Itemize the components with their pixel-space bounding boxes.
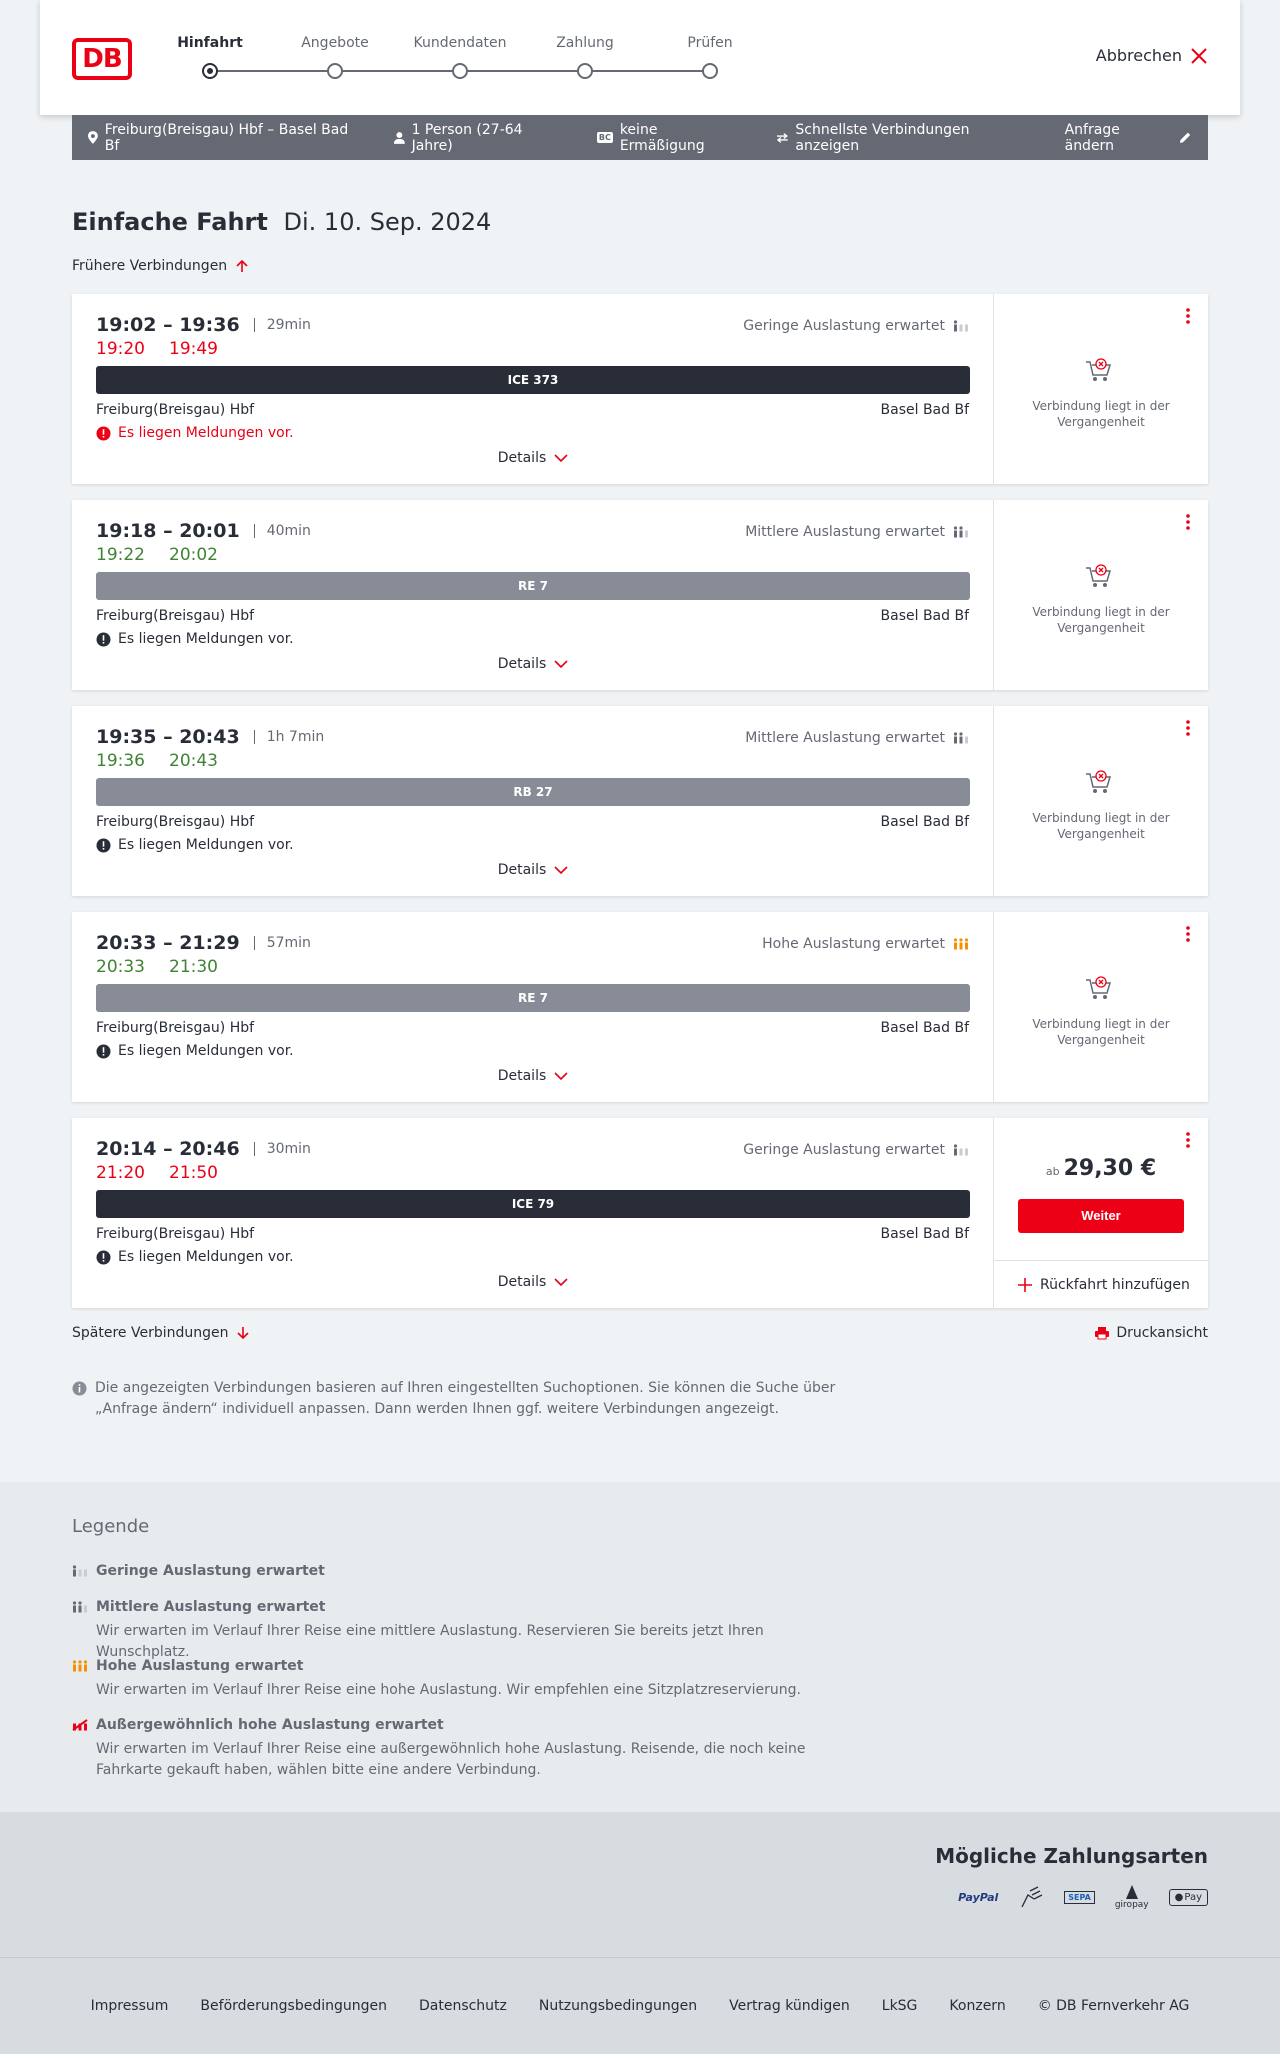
planned-times [96,932,311,954]
payment-icons [958,1884,1208,1910]
arrival-station: Basel Bad Bf [880,608,969,624]
footer [0,1957,1280,2054]
info-icon [72,1381,87,1396]
past-connection-text: Verbindung liegt in der Vergangenheit [1032,399,1170,429]
time-range: 20:14 – 20:46 [96,1138,240,1160]
legend-item-desc: Wir erwarten im Verlauf Ihrer Reise eine außergewöhnlich hohe Auslastung. Reisende, die noch keine Fahrkarte gekauft haben, wählen bitte eine andere Verbindung. [96,1741,806,1778]
cart-unavailable-icon [1084,562,1114,590]
payment-title: Mögliche Zahlungsarten [935,1844,1208,1868]
details-toggle[interactable] [72,1274,994,1290]
connection-card [72,500,1208,690]
realtime-times [96,339,218,359]
time-range: 20:33 – 21:29 [96,932,240,954]
search-summary-bar [72,115,1208,160]
footer-link-datenschutz[interactable]: Datenschutz [418,1998,507,2014]
price-amount: 29,30 € [1063,1156,1157,1181]
legend-item-title: Geringe Auslastung erwartet [96,1563,325,1579]
legend-item-desc: Wir erwarten im Verlauf Ihrer Reise eine hohe Auslastung. Wir empfehlen eine Sitzplatzreservierung. [96,1682,801,1698]
occupancy-text: Mittlere Auslastung erwartet [745,524,945,540]
occupancy-high-icon [953,938,969,950]
realtime-departure: 19:22 [96,545,145,565]
step-dot [577,63,593,79]
later-connections-link[interactable] [72,1325,250,1341]
sepa-logo: SEPA [1064,1891,1095,1904]
message-notice[interactable] [96,425,294,441]
occupancy-info [743,1142,969,1158]
fastest-summary [776,122,1033,154]
message-notice[interactable] [96,1249,294,1265]
step-dot [702,63,718,79]
occupancy-text: Geringe Auslastung erwartet [743,1142,945,1158]
occupancy-info [743,318,969,334]
legend-item-title: Hohe Auslastung erwartet [96,1658,304,1674]
giropay-icon [1124,1884,1140,1900]
discount-summary [597,122,744,154]
details-label: Details [497,862,547,878]
train-bar: RE 7 [96,984,970,1012]
step-kundendaten: Kundendaten [413,35,507,51]
footer-link-nutzungsbedingungen[interactable]: Nutzungsbedingungen [538,1998,698,2014]
train-bar: RE 7 [96,572,970,600]
cart-unavailable-icon [1084,356,1114,384]
occupancy-medium-icon [953,526,969,538]
past-connection-text: Verbindung liegt in der Vergangenheit [1032,811,1170,841]
footer-link-lksg[interactable]: LkSG [881,1998,918,2014]
arrow-up-icon [235,259,249,273]
footer-link-befoerderungsbedingungen[interactable]: Beförderungsbedingungen [200,1998,387,2014]
occupancy-text: Hohe Auslastung erwartet [762,936,945,952]
occupancy-info [745,524,969,540]
alert-icon [96,1044,111,1059]
occupancy-text: Mittlere Auslastung erwartet [745,730,945,746]
realtime-times [96,545,218,565]
apple-pay-logo: ● Pay [1169,1889,1208,1906]
payment-methods-section [0,1812,1280,1957]
legend-item-title: Mittlere Auslastung erwartet [96,1599,326,1615]
legend-item-medium [72,1599,852,1663]
bahncard-icon: BC [598,133,611,142]
details-toggle[interactable] [72,1068,994,1084]
realtime-departure: 19:20 [96,339,145,359]
message-text: Es liegen Meldungen vor. [118,1043,294,1059]
time-range: 19:02 – 19:36 [96,314,240,336]
search-info-note [72,1378,852,1420]
time-range: 19:18 – 20:01 [96,520,240,542]
cart-unavailable-icon [1084,974,1114,1002]
details-label: Details [497,1274,547,1290]
legend-section [0,1482,1280,1812]
print-label: Druckansicht [1116,1325,1208,1341]
step-dot [452,63,468,79]
more-options-icon[interactable] [1186,308,1190,324]
price [994,1156,1208,1181]
alert-icon [96,838,111,853]
pencil-icon [1179,131,1192,144]
earlier-connections-link[interactable] [72,258,249,274]
departure-station: Freiburg(Breisgau) Hbf [96,1020,255,1036]
card-tap-icon [1018,1885,1044,1909]
more-options-icon[interactable] [1186,514,1190,530]
connection-card [72,706,1208,896]
occupancy-medium-icon [72,1601,88,1613]
legend-item-very-high [72,1717,852,1781]
details-toggle[interactable] [72,862,994,878]
print-view-link[interactable] [1095,1325,1208,1341]
change-request-button[interactable] [1065,122,1192,154]
realtime-times [96,1163,218,1183]
cart-unavailable-icon [1084,768,1114,796]
departure-station: Freiburg(Breisgau) Hbf [96,1226,255,1242]
connection-card [72,912,1208,1102]
add-return-button[interactable] [994,1260,1208,1308]
past-connection-text: Verbindung liegt in der Vergangenheit [1032,605,1170,635]
occupancy-high-icon [72,1660,88,1672]
discount-text: keine Ermäßigung [619,121,705,154]
location-pin-icon [88,131,98,144]
chevron-down-icon [554,866,568,874]
plus-icon [1018,1278,1032,1292]
step-dot [327,63,343,79]
more-options-icon[interactable] [1186,926,1190,942]
planned-times [96,314,311,336]
chevron-down-icon [554,454,568,462]
occupancy-text: Geringe Auslastung erwartet [743,318,945,334]
departure-station: Freiburg(Breisgau) Hbf [96,608,255,624]
occupancy-medium-icon [953,732,969,744]
footer-link-konzern[interactable]: Konzern [949,1998,1006,2014]
realtime-arrival: 21:30 [169,957,218,977]
connection-card [72,1118,1208,1308]
realtime-times [96,751,218,771]
traveller-summary [394,122,565,154]
departure-station: Freiburg(Breisgau) Hbf [96,814,255,830]
arrival-station: Basel Bad Bf [880,814,969,830]
change-request-label: Anfrage ändern [1064,121,1120,154]
route-text: Freiburg(Breisgau) Hbf – Basel Bad Bf [104,121,349,154]
page-title [72,208,491,236]
step-angebote: Angebote [301,35,369,51]
legend-title: Legende [72,1516,150,1537]
trip-type: Einfache Fahrt [72,208,268,236]
cancel-button[interactable] [1096,46,1208,65]
arrow-down-icon [236,1326,250,1340]
duration: 40min [254,524,311,538]
fastest-text: Schnellste Verbindungen anzeigen [795,121,970,154]
alert-icon [96,1250,111,1265]
legend-item-title: Außergewöhnlich hohe Auslastung erwartet [96,1717,444,1733]
occupancy-very-high-icon [72,1719,88,1731]
close-icon [1190,47,1208,65]
cancel-label: Abbrechen [1095,46,1182,65]
realtime-departure: 21:20 [96,1163,145,1183]
more-options-icon[interactable] [1186,720,1190,736]
train-bar: ICE 79 [96,1190,970,1218]
realtime-departure: 19:36 [96,751,145,771]
realtime-times [96,957,218,977]
step-pruefen: Prüfen [687,35,733,51]
booking-header [40,0,1240,115]
realtime-arrival: 21:50 [169,1163,218,1183]
past-connection-text: Verbindung liegt in der Vergangenheit [1032,1017,1170,1047]
train-bar: ICE 373 [96,366,970,394]
occupancy-low-icon [953,1144,969,1156]
duration: 57min [254,936,311,950]
swap-arrows-icon [776,133,789,143]
info-text: Die angezeigten Verbindungen basieren auf Ihren eingestellten Suchoptionen. Sie können die Suche über „Anfrage ändern“ individuell anpassen. Dann werden Ihnen ggf. weitere Verbindungen angezeigt. [95,1380,836,1417]
footer-copyright: © DB Fernverkehr AG [1037,1998,1190,2014]
traveller-text: 1 Person (27-64 Jahre) [411,121,523,154]
earlier-label: Frühere Verbindungen [72,258,228,274]
chevron-down-icon [554,1072,568,1080]
details-toggle[interactable] [72,450,994,466]
more-options-icon[interactable] [1186,1132,1190,1148]
add-return-label: Rückfahrt hinzufügen [1040,1276,1190,1293]
person-icon [394,132,405,144]
details-label: Details [497,656,547,672]
paypal-logo: PayPal [958,1890,999,1904]
details-toggle[interactable] [72,656,994,672]
details-label: Details [497,450,547,466]
step-dot-active [202,63,218,79]
realtime-arrival: 20:02 [169,545,218,565]
trip-date: Di. 10. Sep. 2024 [283,208,492,236]
message-text: Es liegen Meldungen vor. [118,837,294,853]
occupancy-info [762,936,969,952]
connection-card [72,294,1208,484]
details-label: Details [497,1068,547,1084]
realtime-departure: 20:33 [96,957,145,977]
giropay-logo: giropay [1115,1884,1149,1910]
arrival-station: Basel Bad Bf [880,1226,969,1242]
alert-icon [96,426,111,441]
db-logo[interactable]: DB [72,38,132,80]
continue-button[interactable]: Weiter [1018,1199,1184,1233]
chevron-down-icon [554,1278,568,1286]
chevron-down-icon [554,660,568,668]
arrival-station: Basel Bad Bf [880,402,969,418]
time-range: 19:35 – 20:43 [96,726,240,748]
message-notice[interactable] [96,1043,294,1059]
legend-item-high [72,1658,852,1701]
duration: 1h 7min [254,730,325,744]
price-prefix: ab [1045,1165,1060,1178]
message-notice[interactable] [96,837,294,853]
arrival-station: Basel Bad Bf [880,1020,969,1036]
message-text: Es liegen Meldungen vor. [118,631,294,647]
train-bar: RB 27 [96,778,970,806]
legend-item-desc: Wir erwarten im Verlauf Ihrer Reise eine mittlere Auslastung. Reservieren Sie bereits jetzt Ihren Wunschplatz. [96,1623,764,1660]
step-hinfahrt: Hinfahrt [177,35,243,51]
route-summary [88,122,362,154]
legend-item-low [72,1563,852,1579]
planned-times [96,520,311,542]
alert-icon [96,632,111,647]
realtime-arrival: 20:43 [169,751,218,771]
duration: 30min [254,1142,311,1156]
footer-link-impressum[interactable]: Impressum [90,1998,169,2014]
realtime-arrival: 19:49 [169,339,218,359]
planned-times [96,1138,311,1160]
planned-times [96,726,324,748]
message-text: Es liegen Meldungen vor. [118,1249,294,1265]
departure-station: Freiburg(Breisgau) Hbf [96,402,255,418]
later-label: Spätere Verbindungen [72,1325,229,1341]
printer-icon [1095,1326,1109,1340]
footer-link-vertrag-kuendigen[interactable]: Vertrag kündigen [729,1998,850,2014]
duration: 29min [254,318,311,332]
apple-icon: ● [1174,1891,1184,1903]
occupancy-info [745,730,969,746]
message-notice[interactable] [96,631,294,647]
step-zahlung: Zahlung [556,35,614,51]
occupancy-low-icon [72,1565,88,1577]
occupancy-low-icon [953,320,969,332]
message-text: Es liegen Meldungen vor. [118,425,294,441]
